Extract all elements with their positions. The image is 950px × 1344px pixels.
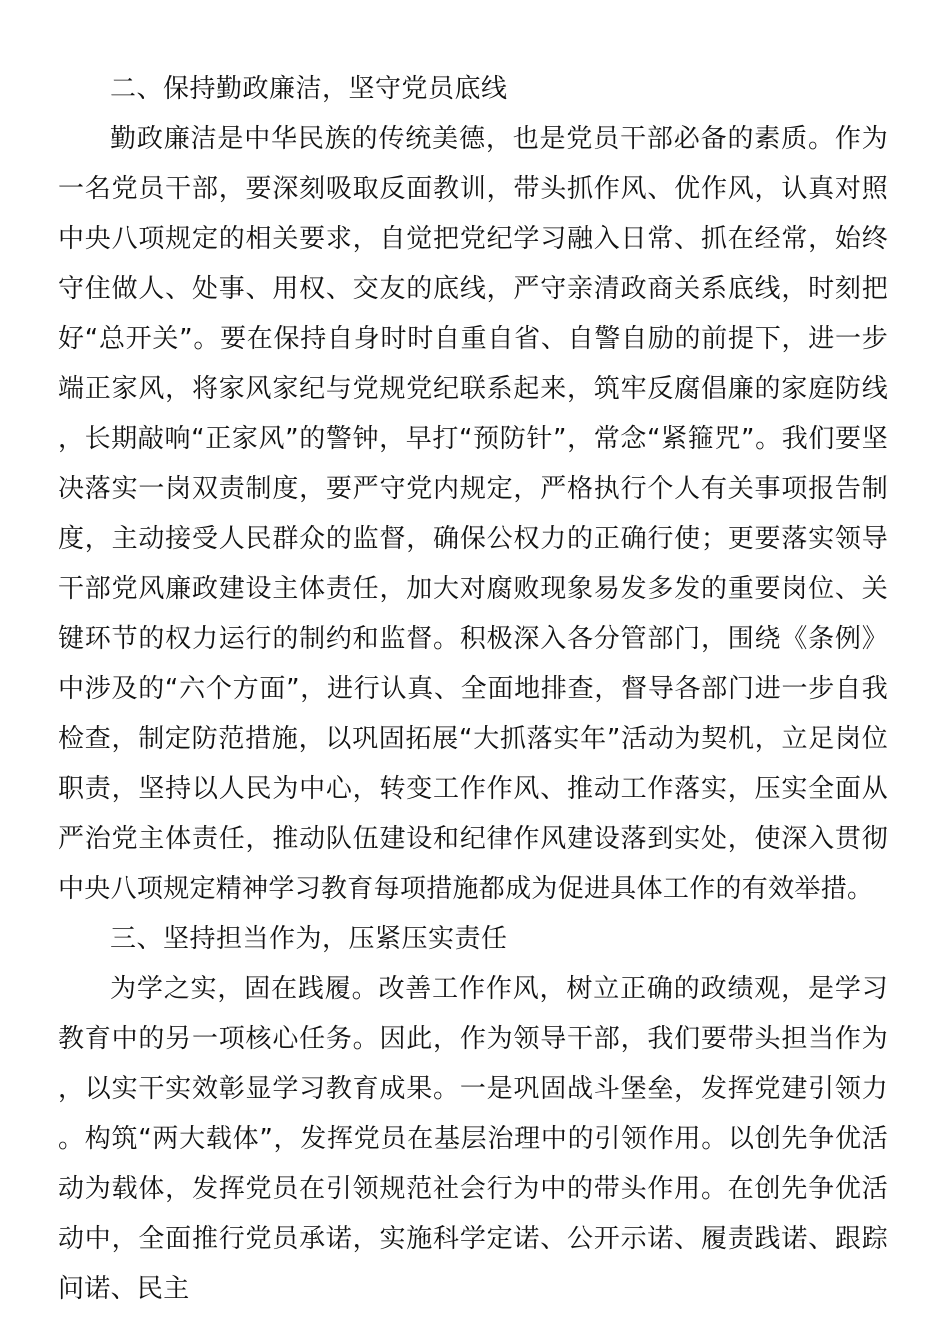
body-paragraph-2: 勤政廉洁是中华民族的传统美德，也是党员干部必备的素质。作为一名党员干部，要深刻吸取反面教训，带头抓作风、优作风，认真对照中央八项规定的相关要求，自觉把党纪学习融入日常、抓在经常，始终守住做人、处事、用权、交友的底线，严守亲清政商关系底线，时刻把好“总开关”。要在保持自身时时自重自省、自警自励的前提下，进一步端正家风，将家风家纪与党规党纪联系起来，筑牢反腐倡廉的家庭防线，长期敲响“正家风”的警钟，早打“预防针”，常念“紧箍咒”。我们要坚决落实一岗双责制度，要严守党内规定，严格执行个人有关事项报告制度，主动接受人民群众的监督，确保公权力的正确行使；更要落实领导干部党风廉政建设主体责任，加大对腐败现象易发多发的重要岗位、关键环节的权力运行的制约和监督。积极深入各分管部门，围绕《条例》中涉及的“六个方面”，进行认真、全面地排查，督导各部门进一步自我检查，制定防范措施，以巩固拓展“大抓落实年”活动为契机，立足岗位职责，坚持以人民为中心，转变工作作风、推动工作落实，压实全面从严治党主体责任，推动队伍建设和纪律作风建设落到实处，使深入贯彻中央八项规定精神学习教育每项措施都成为促进具体工作的有效举措。 [58, 124, 888, 904]
section-heading-2: 二、保持勤政廉洁，坚守党员底线 [110, 74, 508, 104]
section-heading-3: 三、坚持担当作为，压紧压实责任 [110, 924, 508, 954]
body-paragraph-3: 为学之实，固在践履。改善工作作风，树立正确的政绩观，是学习教育中的另一项核心任务。因此，作为领导干部，我们要带头担当作为，以实干实效彰显学习教育成果。一是巩固战斗堡垒，发挥党建引领力。构筑“两大载体”，发挥党员在基层治理中的引领作用。以创先争优活动为载体，发挥党员在引领规范社会行为中的带头作用。在创先争优活动中，全面推行党员承诺，实施科学定诺、公开示诺、履责践诺、跟踪问诺、民主 [58, 974, 888, 1304]
